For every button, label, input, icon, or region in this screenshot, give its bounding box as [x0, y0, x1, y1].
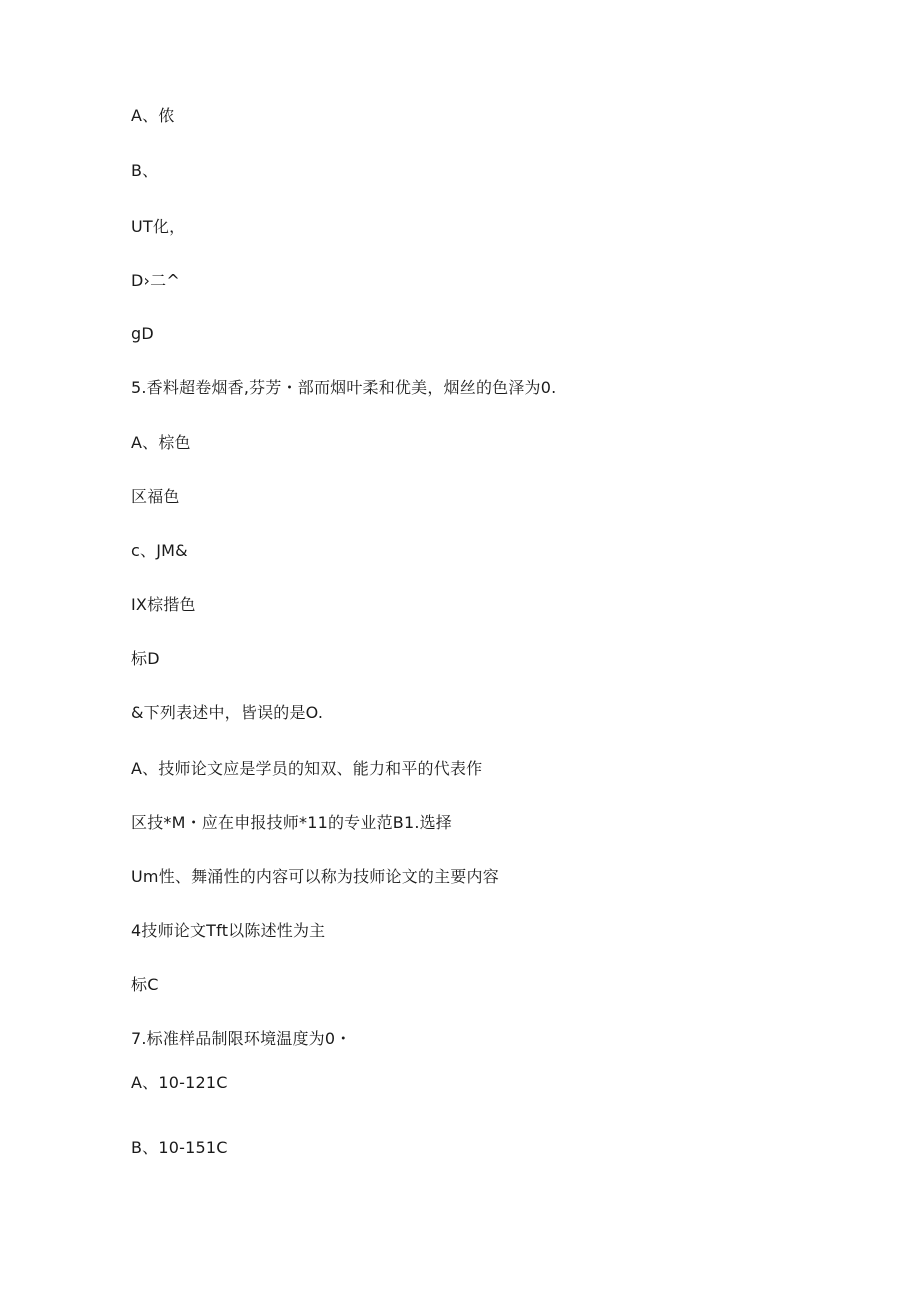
question-6: &下列表述中，皆误的是O.	[131, 703, 324, 722]
q6-option-b: 区技*M・应在申报技师*11的专业范B1.选择	[131, 813, 453, 832]
q6-option-d: 4技师论文Tft以陈述性为主	[131, 921, 326, 940]
q6-answer: 标C	[131, 975, 159, 994]
option-d-line: D›二^	[131, 271, 180, 290]
q5-option-a: A、棕色	[131, 433, 191, 452]
q5-option-d: IX棕揩色	[131, 595, 196, 614]
option-b-line: B、	[131, 161, 159, 180]
q5-option-b: 区福色	[131, 487, 180, 506]
option-c-line: UT化，	[131, 217, 186, 236]
q5-option-c: c、JM&	[131, 541, 188, 560]
option-a-line: A、侬	[131, 106, 175, 125]
q5-answer: 标D	[131, 649, 160, 668]
question-7: 7.标准样品制限环境温度为0・	[131, 1029, 352, 1048]
question-5: 5.香料超卷烟香,芬芳・部而烟叶柔和优美，烟丝的色泽为0.	[131, 378, 557, 397]
answer-line: gD	[131, 324, 154, 343]
q6-option-c: Um性、舞涌性的内容可以称为技师论文的主要内容	[131, 867, 499, 886]
q7-option-b: B、10-151C	[131, 1138, 228, 1157]
q6-option-a: A、技师论文应是学员的知双、能力和平的代表作	[131, 759, 483, 778]
q7-option-a: A、10-121C	[131, 1073, 228, 1092]
